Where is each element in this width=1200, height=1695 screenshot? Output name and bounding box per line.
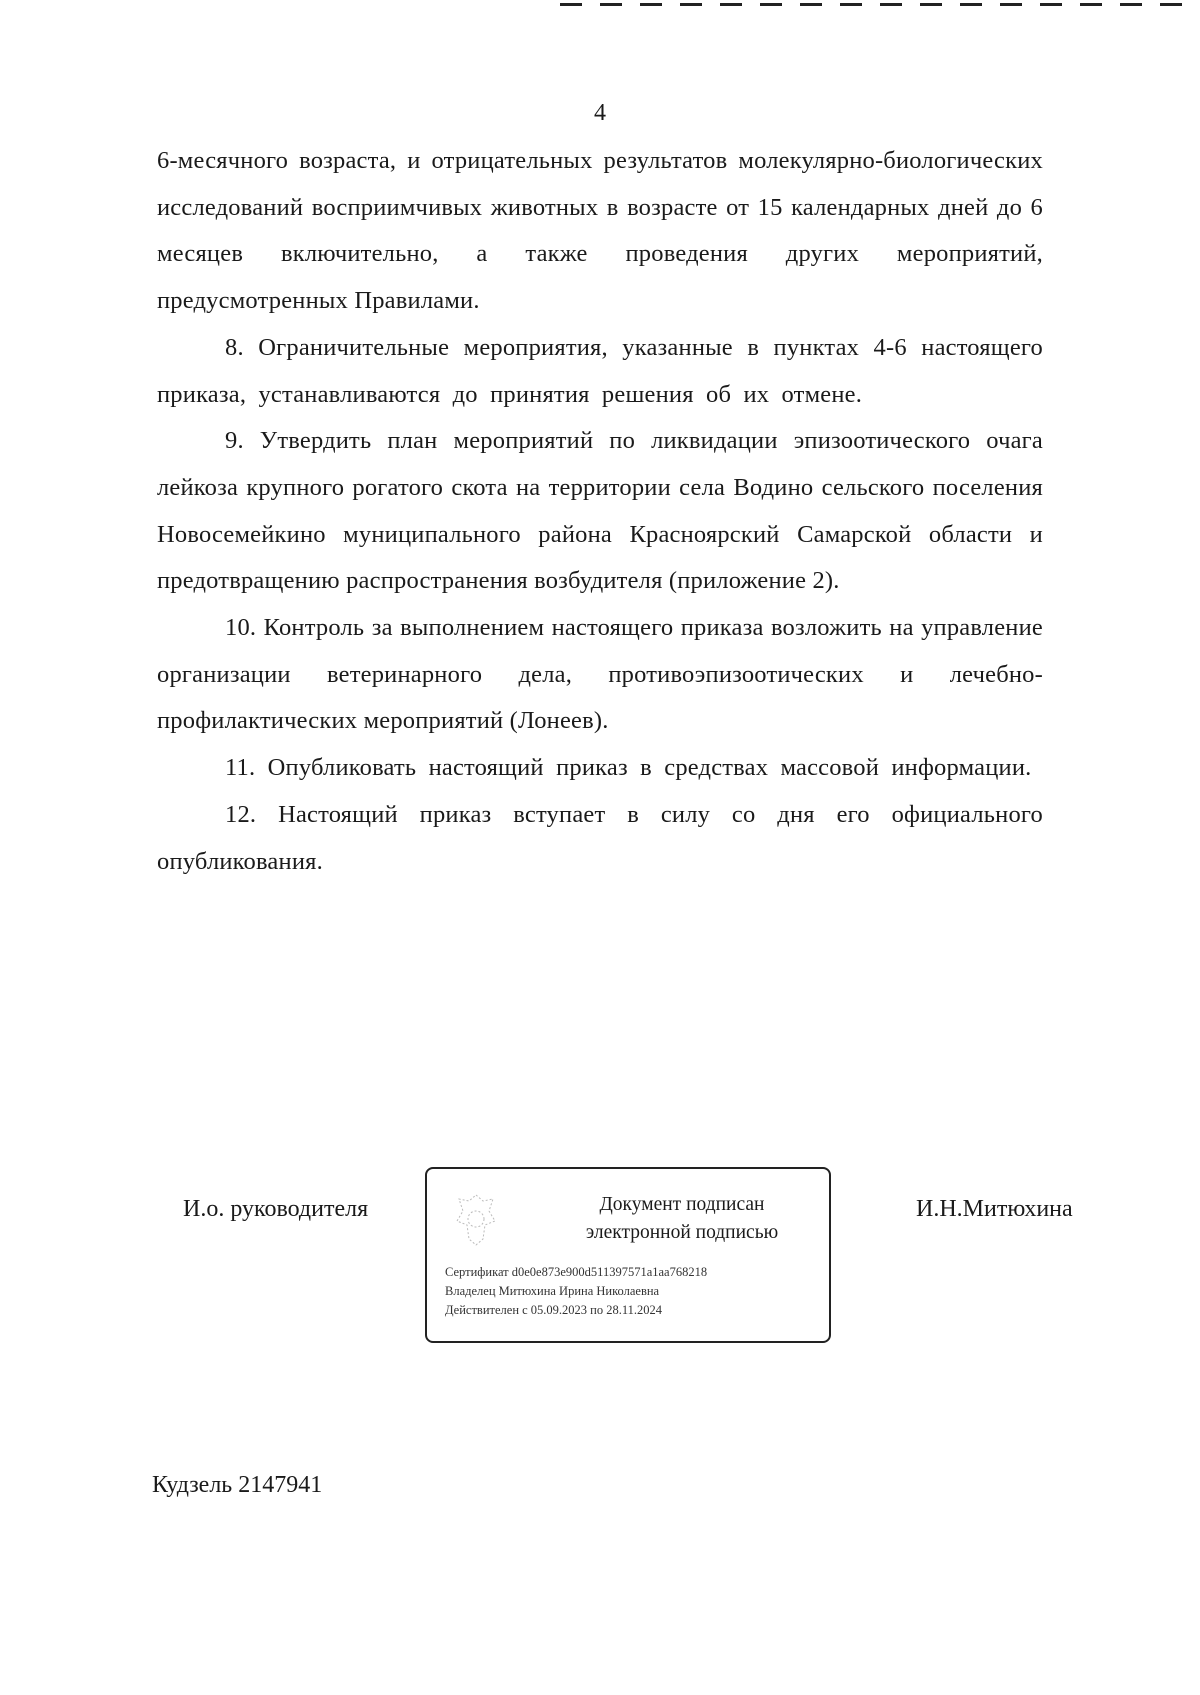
top-edge-dashes — [560, 0, 1200, 14]
signatory-role: И.о. руководителя — [183, 1196, 369, 1222]
signatory-name: И.Н.Митюхина — [916, 1196, 1073, 1222]
stamp-title — [547, 1191, 817, 1247]
paragraph-item-11: 11. Опубликовать настоящий приказ в средствах массовой информации. — [225, 754, 1032, 782]
electronic-signature-stamp — [425, 1167, 831, 1343]
paragraph-continuation: 6-месячного возраста, и отрицательных результатов молекулярно-биологических исследований восприимчивых животных в возрасте от 15 календарных дней до 6 месяцев включительно, а также проведения других мероприятий, предусмотренных Правилами. — [157, 147, 1043, 315]
paragraph-item-9: 9. Утвердить план мероприятий по ликвидации эпизоотического очага лейкоза крупного рогатого скота на территории села Водино сельского поселения Новосемейкино муниципального района Красноярский Самарской области и предотвращению распространения возбудителя (приложение 2). — [157, 427, 1043, 595]
page-number: 4 — [594, 100, 606, 126]
executor-contact: Кудзель 2147941 — [152, 1472, 323, 1498]
coat-of-arms-icon — [453, 1191, 499, 1249]
stamp-owner: Владелец Митюхина Ирина Николаевна — [445, 1284, 660, 1298]
paragraph-item-8: 8. Ограничительные мероприятия, указанные в пунктах 4-6 настоящего приказа, устанавливаются до принятия решения об их отмене. — [157, 333, 1043, 408]
stamp-validity: Действителен с 05.09.2023 по 28.11.2024 — [445, 1303, 663, 1317]
document-body — [157, 138, 1043, 885]
stamp-certificate: Сертификат d0e0e873e900d511397571a1aa768218 — [445, 1265, 708, 1279]
stamp-title-line1: Документ подписан — [599, 1194, 765, 1215]
stamp-title-line2: электронной подписью — [585, 1222, 779, 1243]
paragraph-item-12: 12. Настоящий приказ вступает в силу со дня его официального опубликования. — [157, 800, 1043, 875]
stamp-details — [445, 1263, 825, 1320]
paragraph-item-10: 10. Контроль за выполнением настоящего приказа возложить на управление организации ветеринарного дела, противоэпизоотических и лечебно-профилактических мероприятий (Лонеев). — [157, 614, 1043, 735]
